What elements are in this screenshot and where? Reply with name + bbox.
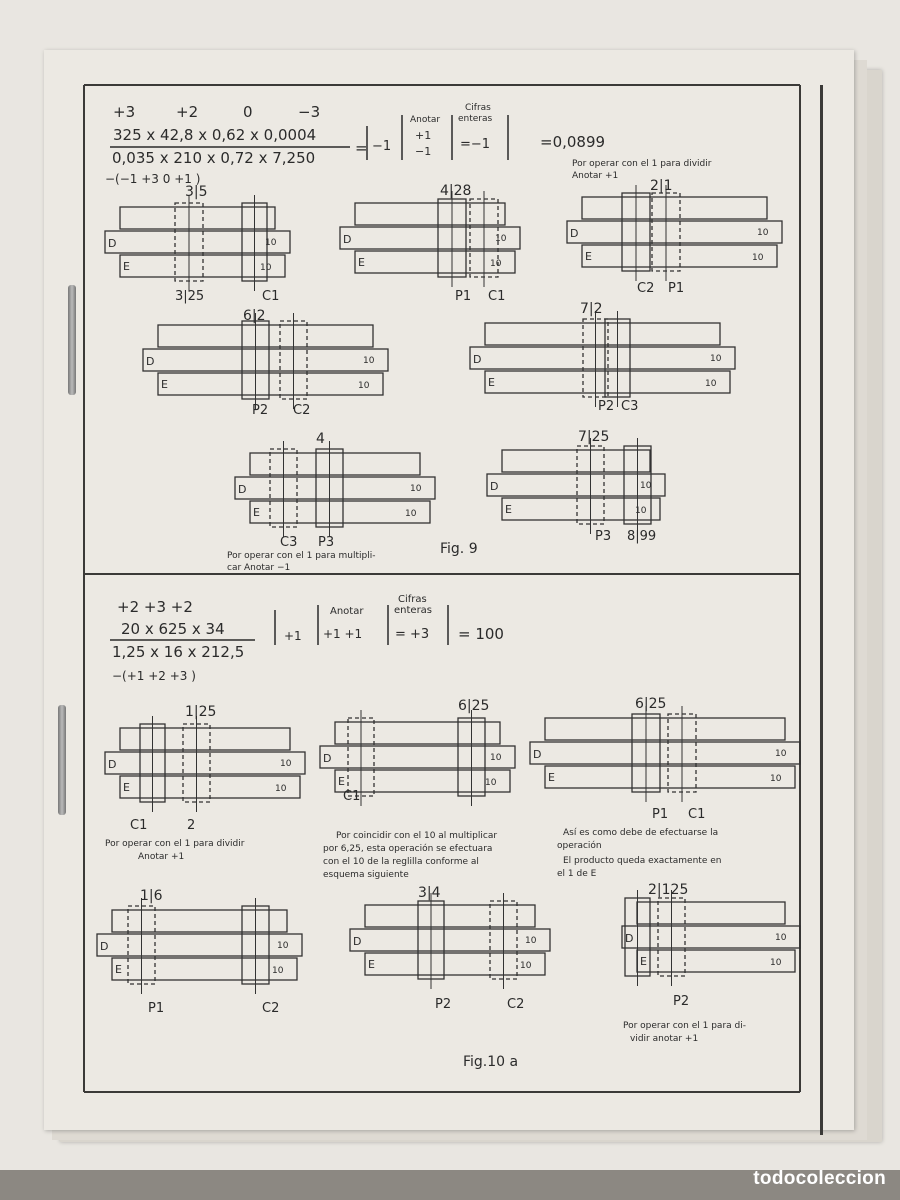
- rule-strip-d: [470, 347, 735, 369]
- rule-strip-top: [485, 323, 720, 345]
- label-d: D: [343, 233, 352, 246]
- step-bottom-label: C1: [262, 289, 280, 304]
- step-top-value: 7|2: [580, 301, 603, 317]
- rule-strip-e: [545, 766, 795, 788]
- label-e: E: [115, 963, 122, 976]
- rule-strip-top: [502, 450, 650, 472]
- fig9-anotar-header: Anotar: [410, 115, 441, 125]
- step-bottom-label: P3: [595, 529, 612, 544]
- step-bottom-label: C3: [621, 399, 639, 414]
- rule-strip-d: [340, 227, 520, 249]
- step-top-value: 1|6: [140, 888, 163, 904]
- label-ten: 10: [640, 481, 652, 491]
- label-ten: 10: [490, 259, 502, 269]
- step-bottom-label: P2: [252, 403, 269, 418]
- fig10-note-c-4: el 1 de E: [557, 869, 597, 879]
- page-edge-line: [820, 85, 823, 1135]
- step-bottom-label: P2: [673, 994, 690, 1009]
- slide-rule-diagrams: [97, 178, 800, 1016]
- fig9-anotar-plus: +1: [415, 129, 432, 142]
- rule-strip-top: [582, 197, 767, 219]
- label-d: D: [473, 353, 482, 366]
- label-ten: 10: [757, 228, 769, 238]
- step-bottom-label: C2: [637, 281, 655, 296]
- step-bottom-label: P1: [148, 1001, 165, 1016]
- step-bottom-label: P1: [652, 807, 669, 822]
- step-bottom-label: C2: [262, 1001, 280, 1016]
- fig10-anotar-header: Anotar: [330, 606, 364, 617]
- rule-strip-d: [143, 349, 388, 371]
- step-bottom-label: C2: [293, 403, 311, 418]
- label-ten: 10: [363, 356, 375, 366]
- step-bottom-label: P2: [598, 399, 615, 414]
- label-e: E: [548, 771, 555, 784]
- fig10-note-d-1: Por operar con el 1 para di-: [623, 1021, 746, 1031]
- label-e: E: [505, 503, 512, 516]
- fig9-note-right-2: Anotar +1: [572, 171, 619, 181]
- label-ten: 10: [770, 958, 782, 968]
- fig10-note-a-1: Por operar con el 1 para dividir: [105, 839, 245, 849]
- fig10-note-b-4: esquema siguiente: [323, 870, 409, 880]
- fig10-note-c-3: El producto queda exactamente en: [563, 856, 722, 866]
- step-top-value: 6|25: [635, 696, 667, 712]
- fig10-result: = 100: [458, 625, 504, 643]
- step-top-value: 6|25: [458, 698, 490, 714]
- step-top-value: 3|5: [185, 184, 208, 200]
- rule-strip-top: [335, 722, 500, 744]
- label-e: E: [488, 376, 495, 389]
- fig9-cifras-value: =−1: [460, 137, 491, 152]
- label-ten: 10: [358, 381, 370, 391]
- label-ten: 10: [485, 778, 497, 788]
- fig9-equals: =: [355, 139, 368, 157]
- step-bottom-label: C1: [343, 789, 361, 804]
- label-ten: 10: [752, 253, 764, 263]
- fig9-cifras-header-2: enteras: [458, 114, 493, 124]
- fig9-cifras-header-1: Cifras: [465, 103, 491, 113]
- fig9-note-right-1: Por operar con el 1 para dividir: [572, 159, 712, 169]
- label-d: D: [570, 227, 579, 240]
- step-bottom-label: P1: [455, 289, 472, 304]
- rule-strip-e: [250, 501, 430, 523]
- rule-strip-top: [120, 728, 290, 750]
- fig9-result: =0,0899: [540, 133, 606, 151]
- fig9-caption: Fig. 9: [440, 541, 478, 557]
- label-d: D: [108, 758, 117, 771]
- rule-strip-top: [637, 902, 785, 924]
- label-ten: 10: [272, 966, 284, 976]
- step-top-value: 3|4: [418, 885, 441, 901]
- fig9-anotar-minus: −1: [415, 145, 432, 158]
- label-ten: 10: [265, 238, 277, 248]
- fig10-note-d-2: vidir anotar +1: [630, 1034, 699, 1044]
- step-top-value: 4: [316, 431, 325, 447]
- step-bottom-label: C1: [488, 289, 506, 304]
- fig10-note-b-3: con el 10 de la reglilla conforme al: [323, 857, 479, 867]
- rule-strip-top: [365, 905, 535, 927]
- step-bottom-label: C1: [130, 818, 148, 833]
- step-top-value: 2|125: [648, 882, 689, 898]
- label-ten: 10: [520, 961, 532, 971]
- fig10-note-a-2: Anotar +1: [138, 852, 185, 862]
- label-d: D: [238, 483, 247, 496]
- label-d: D: [100, 940, 109, 953]
- step-top-value: 7|25: [578, 429, 610, 445]
- step-top-value: 2|1: [650, 178, 673, 194]
- fig9-sign-1: +3: [113, 103, 136, 121]
- fig10-cifras-header-1: Cifras: [398, 594, 427, 605]
- label-e: E: [161, 378, 168, 391]
- fig10-note-b-1: Por coincidir con el 10 al multiplicar: [336, 831, 498, 841]
- label-e: E: [585, 250, 592, 263]
- fig10-note-c-2: operación: [557, 841, 602, 851]
- rule-strip-top: [545, 718, 785, 740]
- fig10-signs-bottom: −(+1 +2 +3 ): [112, 669, 196, 683]
- fig9-sign-3: 0: [243, 103, 253, 121]
- rule-strip-d: [487, 474, 665, 496]
- label-ten: 10: [490, 753, 502, 763]
- fig9-note-bottom-2: car Anotar −1: [227, 563, 291, 573]
- label-ten: 10: [705, 379, 717, 389]
- label-ten: 10: [495, 234, 507, 244]
- label-d: D: [108, 237, 117, 250]
- fig10-note-c-1: Así es como debe de efectuarse la: [563, 828, 719, 838]
- fig9-sign-2: +2: [176, 103, 199, 121]
- step-bottom-label: P3: [318, 535, 335, 550]
- fig10-plus-one: +1: [284, 629, 302, 643]
- label-e: E: [368, 958, 375, 971]
- step-top-value: 1|25: [185, 704, 217, 720]
- fig10-signs-top: +2 +3 +2: [117, 598, 193, 616]
- rule-strip-d: [105, 231, 290, 253]
- label-ten: 10: [770, 774, 782, 784]
- label-ten: 10: [635, 506, 647, 516]
- label-ten: 10: [275, 784, 287, 794]
- fig10-note-b-2: por 6,25, esta operación se efectuara: [323, 844, 493, 854]
- step-bottom-label: C1: [688, 807, 706, 822]
- rule-strip-top: [112, 910, 287, 932]
- rule-strip-d: [105, 752, 305, 774]
- fig9-denominator: 0,035 x 210 x 0,72 x 7,250: [112, 149, 316, 167]
- fig9-sign-4: −3: [298, 103, 321, 121]
- fig9-minus-one: −1: [372, 139, 392, 154]
- label-e: E: [358, 256, 365, 269]
- label-d: D: [353, 935, 362, 948]
- fig10-numerator: 20 x 625 x 34: [121, 620, 225, 638]
- rule-strip-e: [158, 373, 383, 395]
- fig10-caption: Fig.10 a: [463, 1054, 519, 1070]
- label-d: D: [490, 480, 499, 493]
- rule-strip-top: [158, 325, 373, 347]
- rule-strip-top: [250, 453, 420, 475]
- label-d: D: [533, 748, 542, 761]
- label-d: D: [625, 932, 634, 945]
- fig10-anotar-values: +1 +1: [323, 627, 363, 641]
- fig10-cifras-value: = +3: [395, 627, 430, 642]
- rule-strip-d: [320, 746, 515, 768]
- label-ten: 10: [280, 759, 292, 769]
- label-e: E: [338, 775, 345, 788]
- watermark: todocoleccion: [753, 1168, 886, 1189]
- fig9-signs-bottom: −(−1 +3 0 +1 ): [105, 172, 201, 186]
- label-d: D: [323, 752, 332, 765]
- rule-strip-d: [622, 926, 800, 948]
- fig10-cifras-header-2: enteras: [394, 605, 433, 616]
- fig9-numerator: 325 x 42,8 x 0,62 x 0,0004: [113, 126, 317, 144]
- step-top-value: 6|2: [243, 308, 266, 324]
- label-ten: 10: [260, 263, 272, 273]
- label-e: E: [253, 506, 260, 519]
- label-e: E: [123, 781, 130, 794]
- step-bottom-label: 3|25: [175, 289, 205, 304]
- label-ten: 10: [525, 936, 537, 946]
- label-ten: 10: [410, 484, 422, 494]
- label-ten: 10: [775, 933, 787, 943]
- rule-strip-d: [235, 477, 435, 499]
- label-ten: 10: [775, 749, 787, 759]
- label-d: D: [146, 355, 155, 368]
- rule-strip-d: [530, 742, 800, 764]
- rule-strip-top: [355, 203, 505, 225]
- label-e: E: [123, 260, 130, 273]
- step-bottom-label: C3: [280, 535, 298, 550]
- label-e: E: [640, 955, 647, 968]
- rule-strip-top: [120, 207, 275, 229]
- label-ten: 10: [277, 941, 289, 951]
- fig10-denominator: 1,25 x 16 x 212,5: [112, 643, 245, 661]
- step-bottom-label: 2: [187, 818, 196, 833]
- step-bottom-label: P2: [435, 997, 452, 1012]
- rule-strip-d: [350, 929, 550, 951]
- step-top-value: 4|28: [440, 183, 472, 199]
- rule-strip-e: [365, 953, 545, 975]
- label-ten: 10: [405, 509, 417, 519]
- step-bottom-label: C2: [507, 997, 525, 1012]
- label-ten: 10: [710, 354, 722, 364]
- fig9-note-bottom-1: Por operar con el 1 para multipli-: [227, 551, 376, 561]
- rule-strip-d: [567, 221, 782, 243]
- step-bottom-label: 8|99: [627, 529, 657, 544]
- step-bottom-label: P1: [668, 281, 685, 296]
- rule-strip-e: [120, 776, 300, 798]
